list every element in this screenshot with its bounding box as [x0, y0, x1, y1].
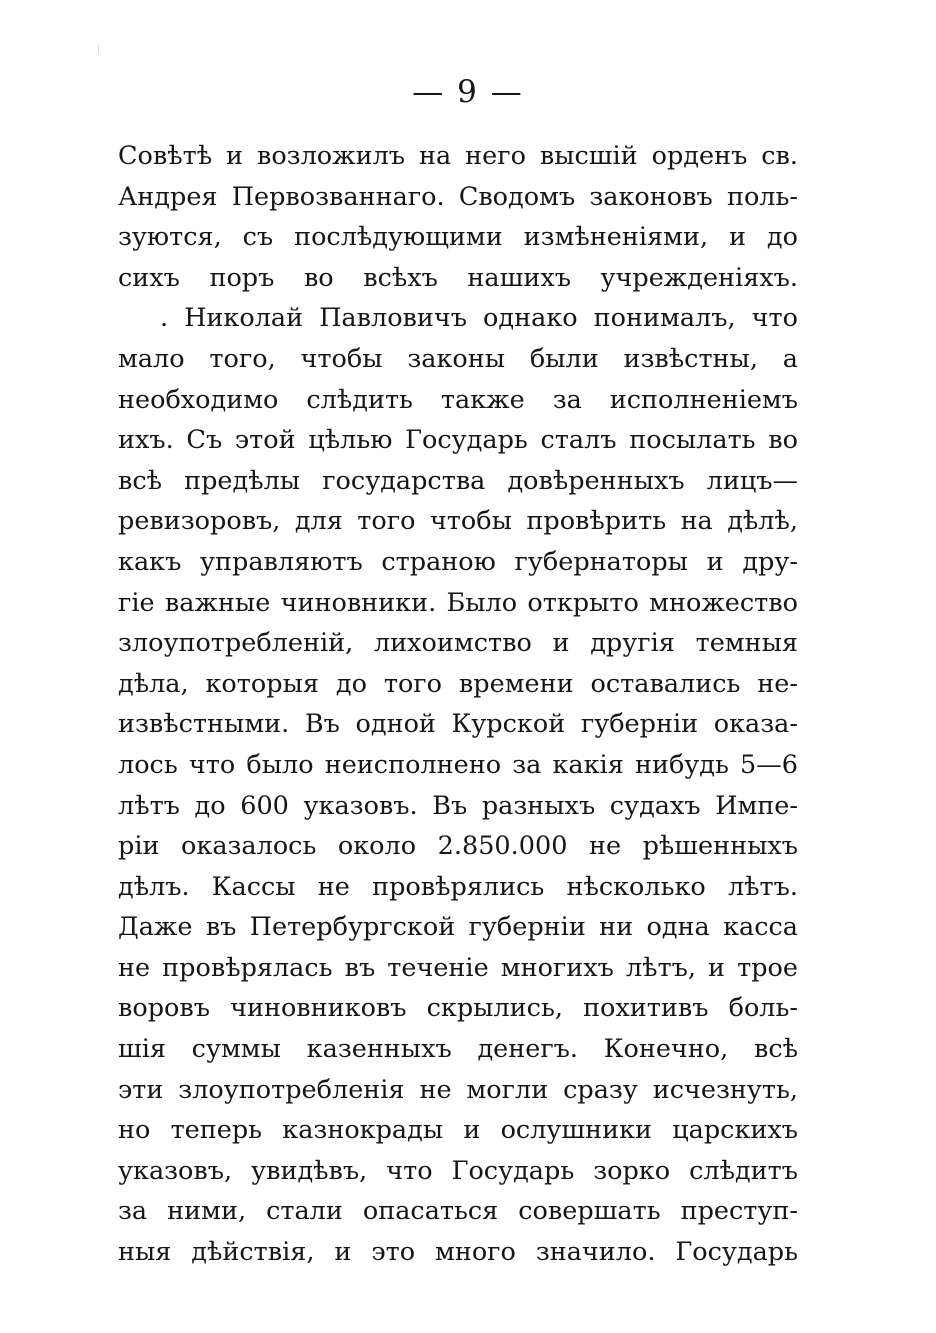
text-line: Совѣтѣ и возложилъ на него высшій орденъ св. [118, 141, 798, 171]
text-line: дѣлъ. Кассы не провѣрялись нѣсколько лѣтъ. [118, 871, 798, 902]
text-line: мало того, чтобы законы были извѣстны, а [118, 343, 798, 374]
text-line: извѣстными. Въ одной Курской губерніи оказа- [118, 709, 798, 740]
text-line: злоупотребленій, лихоимство и другія темныя [118, 628, 798, 659]
text-line: но теперь казнокрады и ослушники царскихъ [118, 1115, 798, 1146]
text-line: шія суммы казенныхъ денегъ. Конечно, всѣ [118, 1034, 798, 1065]
text-line: дѣла, которыя до того времени оставались не- [118, 668, 798, 699]
text-line: ріи оказалось около 2.850.000 не рѣшенныхъ [118, 831, 798, 862]
text-line: ныя дѣйствія, и это много значило. Государь [118, 1237, 798, 1268]
text-line: гіе важные чиновники. Было открыто множество [118, 587, 798, 618]
page-number: — 9 — [412, 74, 524, 110]
text-line: эти злоупотребленія не могли сразу исчезнуть, [118, 1074, 798, 1105]
text-line: воровъ чиновниковъ скрылись, похитивъ боль- [118, 993, 798, 1024]
text-line: ревизоровъ, для того чтобы провѣрить на дѣлѣ, [118, 506, 798, 537]
text-line: какъ управляютъ страною губернаторы и дру- [118, 546, 798, 577]
text-line: не провѣрялась въ теченіе многихъ лѣтъ, и трое [118, 952, 798, 983]
text-line: ихъ. Съ этой цѣлью Государь сталъ посылать во [118, 425, 798, 456]
text-line: указовъ, увидѣвъ, что Государь зорко слѣдитъ [118, 1155, 798, 1186]
body-text [118, 136, 798, 1273]
scan-mark [98, 44, 99, 54]
text-line: всѣ предѣлы государства довѣренныхъ лицъ— [118, 465, 798, 496]
text-line: зуются, съ послѣдующими измѣненіями, и до [118, 222, 798, 253]
text-line: необходимо слѣдить также за исполненіемъ [118, 384, 798, 415]
text-line: Даже въ Петербургской губерніи ни одна касса [118, 912, 798, 943]
text-line: Андрея Первозваннаго. Сводомъ законовъ поль- [118, 181, 798, 212]
paragraph-start-line: . Николай Павловичъ однако понималъ, что [160, 303, 798, 334]
text-line: лось что было неисполнено за какія нибудь 5—6 [118, 749, 798, 780]
text-line: за ними, стали опасаться совершать преступ- [118, 1196, 798, 1227]
text-line: сихъ поръ во всѣхъ нашихъ учрежденіяхъ. [118, 262, 798, 293]
text-line: лѣтъ до 600 указовъ. Въ разныхъ судахъ Импе- [118, 790, 798, 821]
